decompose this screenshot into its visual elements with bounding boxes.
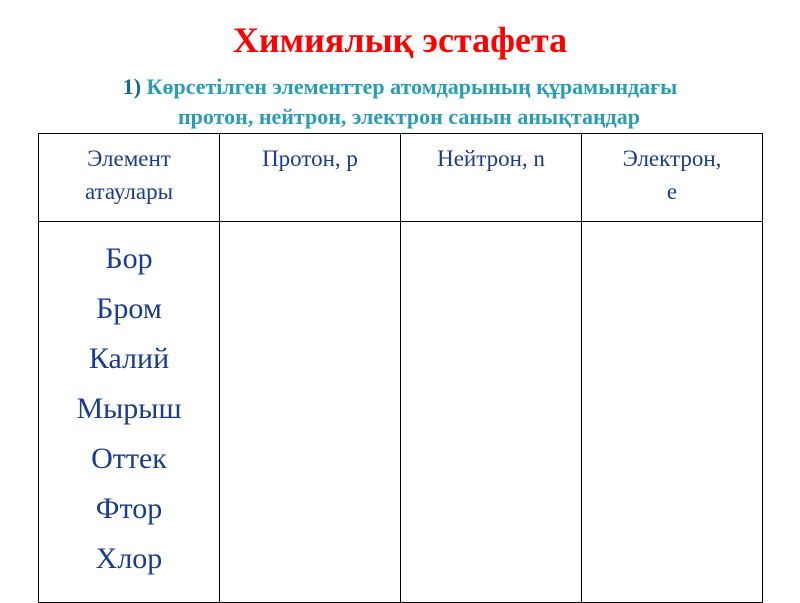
- header-electron-line1: Электрон,: [622, 146, 722, 171]
- electron-answer-cell[interactable]: [582, 222, 763, 603]
- list-item: Фтор: [95, 492, 163, 525]
- task-instruction: [0, 72, 800, 132]
- header-electron: [582, 134, 763, 222]
- header-element-names: [39, 134, 220, 222]
- list-item: Бром: [96, 292, 162, 325]
- proton-answer-cell[interactable]: [220, 222, 401, 603]
- header-proton-label: Протон, р: [262, 146, 358, 171]
- header-element-line2: атаулары: [84, 179, 174, 204]
- table-header-row: [39, 134, 763, 222]
- instruction-line-1: [0, 72, 800, 102]
- elements-table: [38, 133, 763, 603]
- header-proton: [220, 134, 401, 222]
- header-neutron-label: Нейтрон, n: [437, 146, 545, 171]
- header-electron-line2: е: [666, 179, 678, 204]
- list-item: Калий: [88, 342, 170, 375]
- list-item: Мырыш: [76, 392, 182, 425]
- element-names-cell: [39, 222, 220, 603]
- element-list: [39, 222, 219, 584]
- list-item: Бор: [105, 242, 153, 275]
- table-body-row: [39, 222, 763, 603]
- instruction-text-1: Көрсетілген элементтер атомдарының құрамындағы: [146, 74, 678, 99]
- header-element-line1: Элемент: [87, 146, 171, 171]
- task-number: 1): [122, 74, 142, 99]
- page-title: Химиялық эстафета: [232, 20, 568, 60]
- neutron-answer-cell[interactable]: [401, 222, 582, 603]
- list-item: Хлор: [95, 542, 163, 575]
- instruction-text-2: протон, нейтрон, электрон санын анықтаңдар: [178, 104, 640, 129]
- header-neutron: [401, 134, 582, 222]
- list-item: Оттек: [91, 442, 167, 475]
